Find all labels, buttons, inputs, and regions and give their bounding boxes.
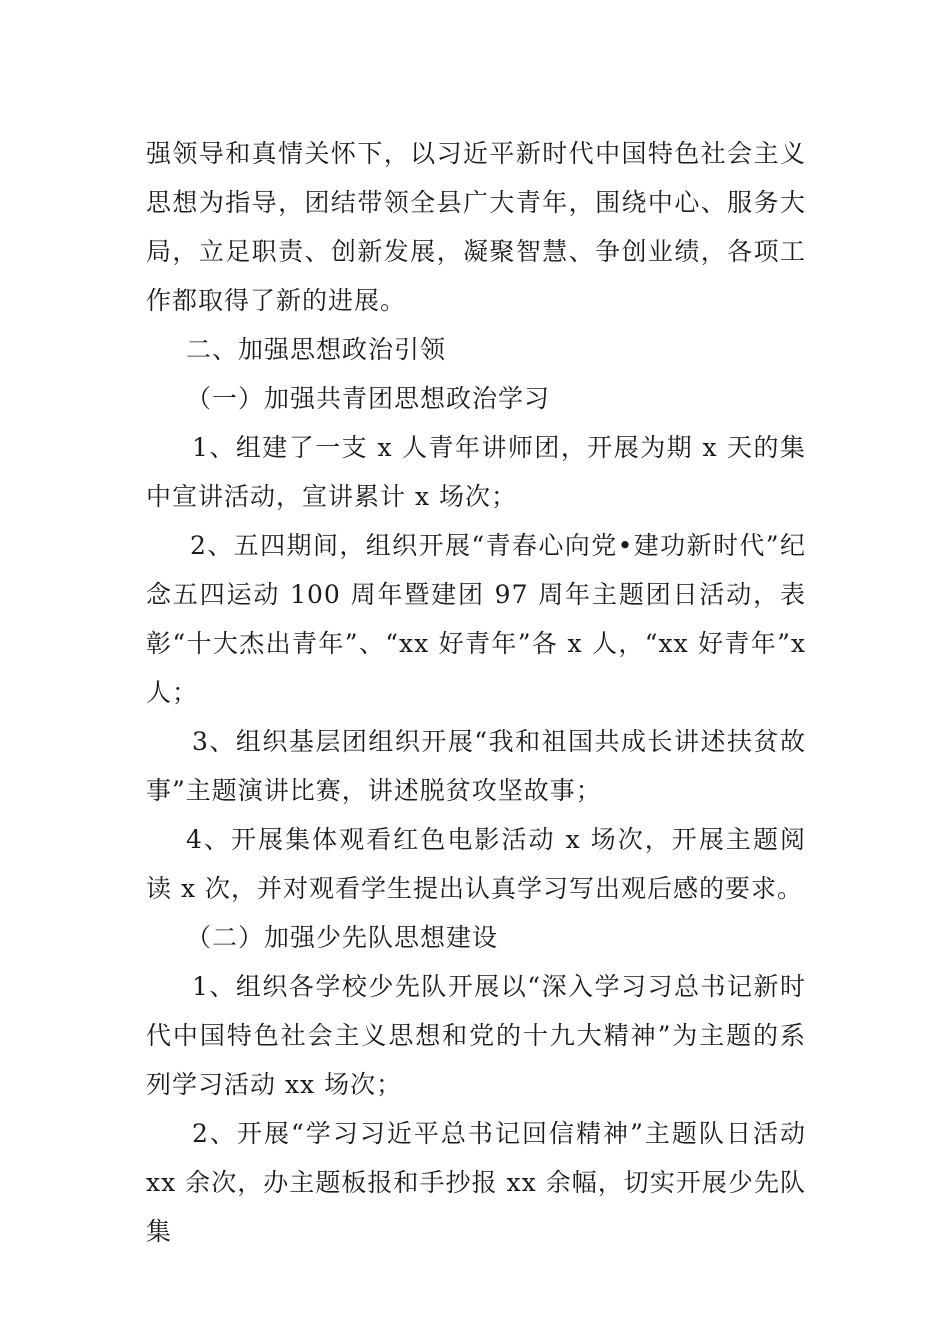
list-item-2: 2、五四期间，组织开展“青春心向党•建功新时代”纪念五四运动 100 周年暨建团 97 周年主题团日活动，表彰“十大杰出青年”、“xx 好青年”各 x 人，“xx 好青年”x 人； <box>146 531 806 707</box>
paragraph-intro-continued: 强领导和真情关怀下，以习近平新时代中国特色社会主义思想为指导，团结带领全县广大青年，围绕中心、服务大局，立足职责、创新发展，凝聚智慧、争创业绩，各项工作都取得了新的进展。 <box>146 139 806 315</box>
list-item-1: 1、组建了一支 x 人青年讲师团，开展为期 x 天的集中宣讲活动，宣讲累计 x 场次； <box>146 433 806 511</box>
list-item-6: 2、开展“学习习近平总书记回信精神”主题队日活动 xx 余次，办主题板报和手抄报 xx 余幅，切实开展少先队集 <box>146 1119 806 1246</box>
list-item-3: 3、组织基层团组织开展“我和祖国共成长讲述扶贫故事”主题演讲比赛，讲述脱贫攻坚故事； <box>146 727 806 805</box>
document-body <box>146 129 806 1256</box>
section-heading-2: 二、加强思想政治引领 <box>186 335 447 364</box>
subsection-heading-1: （一）加强共青团思想政治学习 <box>186 384 551 413</box>
list-item-4: 4、开展集体观看红色电影活动 x 场次，开展主题阅读 x 次，并对观看学生提出认真学习写出观后感的要求。 <box>146 825 806 903</box>
subsection-heading-2: （二）加强少先队思想建设 <box>186 923 499 952</box>
list-item-5: 1、组织各学校少先队开展以“深入学习习总书记新时代中国特色社会主义思想和党的十九大精神”为主题的系列学习活动 xx 场次； <box>146 972 806 1099</box>
